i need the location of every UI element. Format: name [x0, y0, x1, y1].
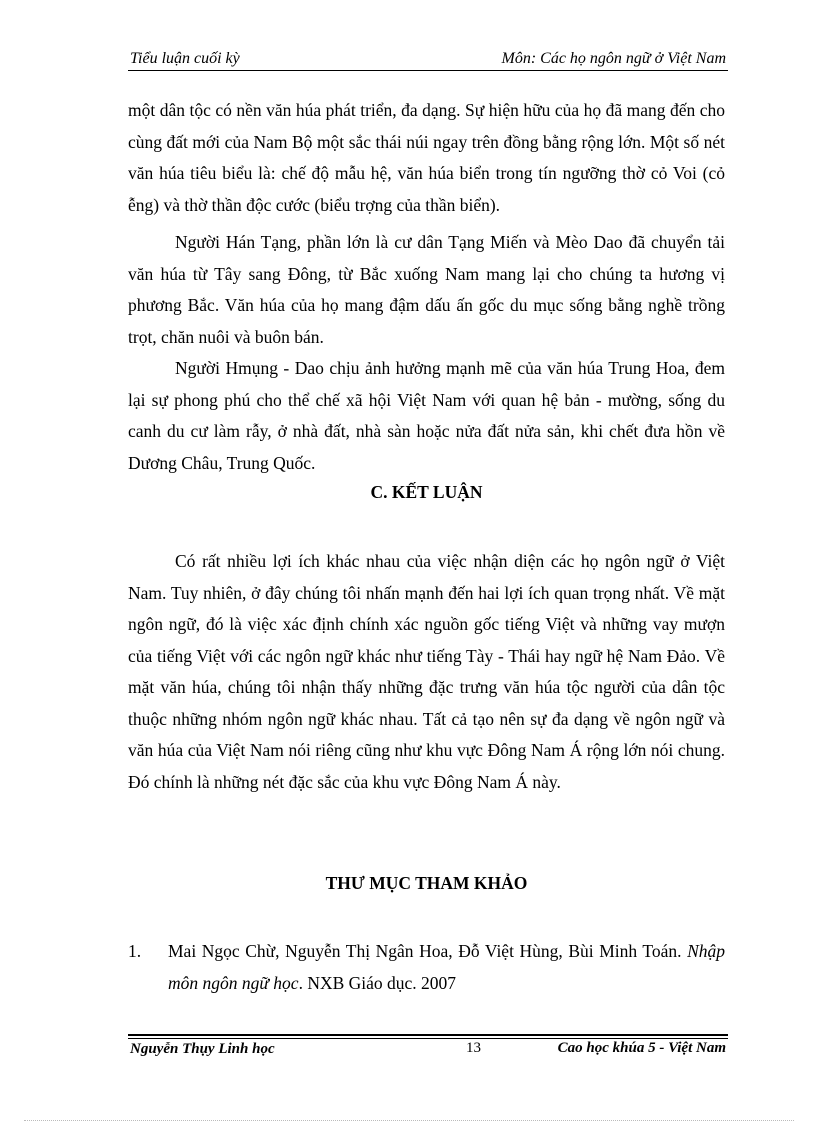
paragraph-2: Người Hán Tạng, phần lớn là cư dân Tạng Miến và Mèo Dao đã chuyển tải văn húa từ Tây sang Đông, từ Bắc xuống Nam mang lại cho chúng ta hương vị phương Bắc. Văn húa của họ mang đậm dấu ấn gốc du mục sống bằng nghề trồng trọt, chăn nuôi và buôn bán.: [128, 232, 725, 347]
bibliography-heading: THƯ MỤC THAM KHẢO: [325, 873, 528, 893]
footer-divider: [128, 1034, 728, 1036]
reference-authors: Mai Ngọc Chừ, Nguyễn Thị Ngân Hoa, Đỗ Việt Hùng, Bùi Minh Toán.: [168, 941, 682, 961]
bibliography-item: [128, 936, 725, 999]
conclusion-paragraph: Có rất nhiều lợi ích khác nhau của việc nhận diện các họ ngôn ngữ ở Việt Nam. Tuy nhiên, ở đây chúng tôi nhấn mạnh đến hai lợi ích quan trọng nhất. Về mặt ngôn ngữ, đó là việc xác định chính xác nguồn gốc tiếng Việt và những vay mượn của tiếng Việt với các ngôn ngữ khác như tiếng Tày - Thái hay ngữ hệ Nam Đảo. Về mặt văn húa, chúng tôi nhận thấy những đặc trưng văn húa tộc người của dân tộc thuộc những nhóm ngôn ngữ khác nhau. Tất cả tạo nên sự đa dạng về ngôn ngữ và văn húa của Việt Nam nói riêng cũng như khu vực Đông Nam Á rộng lớn nói chung. Đó chính là những nét đặc sắc của khu vực Đông Nam Á này.: [128, 551, 725, 792]
page-number: 13: [466, 1040, 481, 1056]
conclusion-heading: C. KẾT LUẬN: [370, 482, 483, 502]
page-header: [128, 48, 728, 71]
header-left-text: Tiểu luận cuối kỳ: [130, 50, 240, 67]
footer-course: Cao học khúa 5 - Việt Nam: [557, 1040, 726, 1056]
paragraph-1: một dân tộc có nền văn húa phát triển, đa dạng. Sự hiện hữu của họ đã mang đến cho cùng đất mới của Nam Bộ một sắc thái núi ngay trên đồng bằng rộng lớn. Một số nét văn húa tiêu biểu là: chế độ mẫu hệ, văn húa biển trong tín ngưỡng thờ cỏ Voi (cỏ ễng) và thờ thần độc cước (biểu trợng của thần biển).: [128, 100, 725, 215]
reference-number: 1.: [128, 941, 142, 961]
reference-body: [168, 936, 725, 999]
footer-divider-thin: [128, 1038, 728, 1039]
paragraph-3: Người Hmụng - Dao chịu ảnh hưởng mạnh mẽ của văn húa Trung Hoa, đem lại sự phong phú cho thể chế xã hội Việt Nam với quan hệ bản - mường, sống du canh du cư làm rẫy, ở nhà đất, nhà sàn hoặc nửa đất nửa sản, khi chết đưa hồn về Dương Châu, Trung Quốc.: [128, 358, 725, 473]
reference-title: Nhập môn ngôn ngữ học: [168, 941, 725, 993]
reference-publisher: . NXB Giáo dục. 2007: [298, 972, 457, 993]
header-right-text: Môn: Các họ ngôn ngữ ở Việt Nam: [501, 50, 726, 67]
page-edge-divider: [24, 1120, 794, 1121]
footer-author: Nguyễn Thụy Linh học: [130, 1041, 275, 1057]
